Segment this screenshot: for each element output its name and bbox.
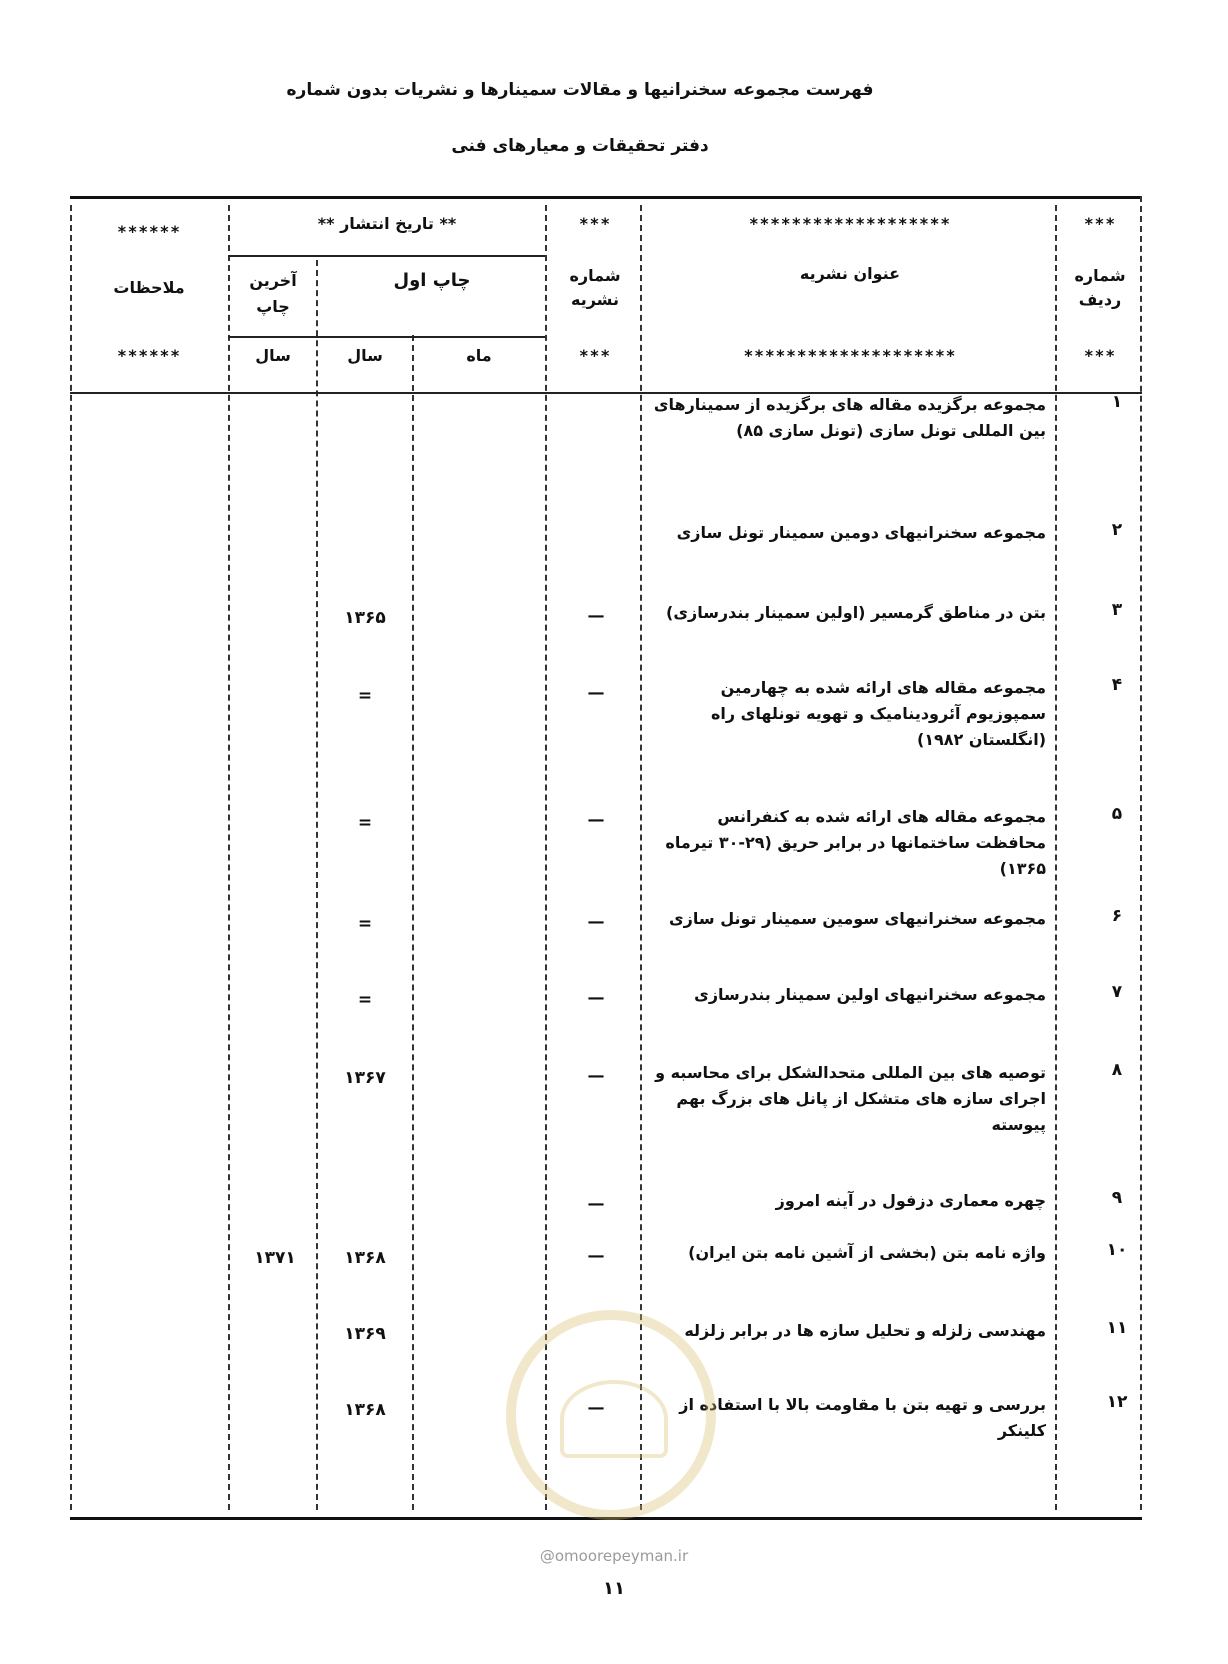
row-year: ۱۳۶۹ bbox=[344, 1324, 386, 1344]
header-pub-date: ** تاریخ انتشار ** bbox=[317, 214, 457, 233]
row-number: ۴ bbox=[1111, 675, 1123, 695]
source-watermark: @omoorepeyman.ir bbox=[539, 1547, 689, 1565]
header-last-print: آخرین چاپ bbox=[249, 271, 297, 316]
page-number: ۱۱ bbox=[603, 1578, 625, 1599]
row-year: = bbox=[357, 686, 373, 706]
row-number: ۱۱ bbox=[1106, 1318, 1128, 1338]
row-year: ۱۳۶۸ bbox=[344, 1400, 386, 1420]
row-number: ۸ bbox=[1111, 1060, 1123, 1080]
row-pub-number: — bbox=[587, 606, 605, 626]
table-left-border bbox=[70, 205, 72, 1510]
row-title: واژه نامه بتن (بخشی از آشین نامه بتن ایران) bbox=[688, 1243, 1046, 1262]
row-number: ۱۲ bbox=[1106, 1392, 1128, 1412]
row-year: ۱۳۶۵ bbox=[344, 608, 386, 628]
row-title: چهره معماری دزفول در آینه امروز bbox=[775, 1191, 1046, 1210]
header-stars-row-no-bottom: *** bbox=[1084, 346, 1116, 365]
column-divider bbox=[412, 335, 414, 1510]
row-number: ۲ bbox=[1111, 520, 1123, 540]
row-number: ۶ bbox=[1111, 906, 1123, 926]
column-divider bbox=[545, 205, 547, 1510]
watermark-gear-icon bbox=[560, 1380, 668, 1458]
header-stars-row-no: *** bbox=[1084, 214, 1116, 233]
header-publication-number: شماره نشریه bbox=[569, 266, 621, 309]
header-year: سال bbox=[347, 346, 383, 365]
header-stars-pub-no-bottom: *** bbox=[579, 346, 611, 365]
row-pub-number: — bbox=[587, 683, 605, 703]
header-publication-title: عنوان نشریه bbox=[799, 264, 901, 283]
row-number: ۱ bbox=[1111, 392, 1123, 412]
row-last-print-year: ۱۳۷۱ bbox=[254, 1248, 296, 1268]
header-first-print: چاپ اول bbox=[393, 270, 471, 291]
header-divider bbox=[228, 255, 545, 257]
row-pub-number: — bbox=[587, 988, 605, 1008]
row-number: ۱۰ bbox=[1106, 1240, 1128, 1260]
row-title: بررسی و تهیه بتن با مقاومت بالا با استفاده از کلینکر bbox=[679, 1395, 1046, 1440]
header-stars-title-bottom: ******************** bbox=[743, 346, 957, 365]
header-last-year: سال bbox=[255, 346, 291, 365]
row-number: ۹ bbox=[1111, 1188, 1123, 1208]
column-divider bbox=[1055, 205, 1057, 1510]
row-title: مجموعه سخنرانیهای اولین سمینار بندرسازی bbox=[694, 985, 1046, 1004]
page-subtitle: دفتر تحقیقات و معیارهای فنی bbox=[451, 136, 709, 156]
row-title: مجموعه مقاله های ارائه شده به چهارمین سمپوزیوم آئرودینامیک و تهویه تونلهای راه (انگلستان ۱۹۸۲) bbox=[710, 678, 1046, 749]
header-divider bbox=[228, 336, 545, 338]
row-title: بتن در مناطق گرمسیر (اولین سمینار بندرسازی) bbox=[666, 603, 1046, 622]
header-stars-title: ******************* bbox=[748, 214, 952, 233]
column-divider bbox=[316, 260, 318, 1510]
header-row-number: شماره ردیف bbox=[1074, 266, 1126, 309]
column-divider bbox=[228, 205, 230, 1510]
row-year: = bbox=[357, 990, 373, 1010]
row-number: ۳ bbox=[1111, 600, 1123, 620]
row-title: مجموعه برگزیده مقاله های برگزیده از سمینارهای بین المللی تونل سازی (تونل سازی ۸۵) bbox=[653, 395, 1046, 440]
row-title: مجموعه سخنرانیهای دومین سمینار تونل سازی bbox=[676, 523, 1046, 542]
row-pub-number: — bbox=[587, 1066, 605, 1086]
row-year: ۱۳۶۸ bbox=[344, 1248, 386, 1268]
row-title: مجموعه مقاله های ارائه شده به کنفرانس محافظت ساختمانها در برابر حریق (۲۹-۳۰ تیرماه ۱۳۶۵) bbox=[665, 807, 1046, 878]
row-pub-number: — bbox=[587, 1194, 605, 1214]
row-pub-number: — bbox=[587, 1398, 605, 1418]
row-pub-number: — bbox=[587, 912, 605, 932]
row-pub-number: — bbox=[587, 810, 605, 830]
header-stars-notes-bottom: ****** bbox=[117, 346, 181, 365]
header-month: ماه bbox=[466, 346, 492, 365]
header-stars-pub-no: *** bbox=[579, 214, 611, 233]
row-title: مهندسی زلزله و تحلیل سازه ها در برابر زلزله bbox=[684, 1321, 1046, 1340]
row-title: مجموعه سخنرانیهای سومین سمینار تونل سازی bbox=[669, 909, 1046, 928]
row-number: ۷ bbox=[1111, 982, 1123, 1002]
page-title: فهرست مجموعه سخنرانیها و مقالات سمینارها و نشریات بدون شماره bbox=[286, 80, 874, 100]
row-title: توصیه های بین المللی متحدالشکل برای محاسبه و اجرای سازه های متشکل از پانل های بزرگ بهم پیوسته bbox=[655, 1063, 1046, 1134]
row-pub-number: — bbox=[587, 1246, 605, 1266]
header-notes: ملاحظات bbox=[113, 278, 185, 297]
row-year: = bbox=[357, 914, 373, 934]
header-stars-notes: ****** bbox=[117, 222, 181, 241]
row-year: ۱۳۶۷ bbox=[344, 1068, 386, 1088]
row-year: = bbox=[357, 813, 373, 833]
row-number: ۵ bbox=[1111, 804, 1123, 824]
